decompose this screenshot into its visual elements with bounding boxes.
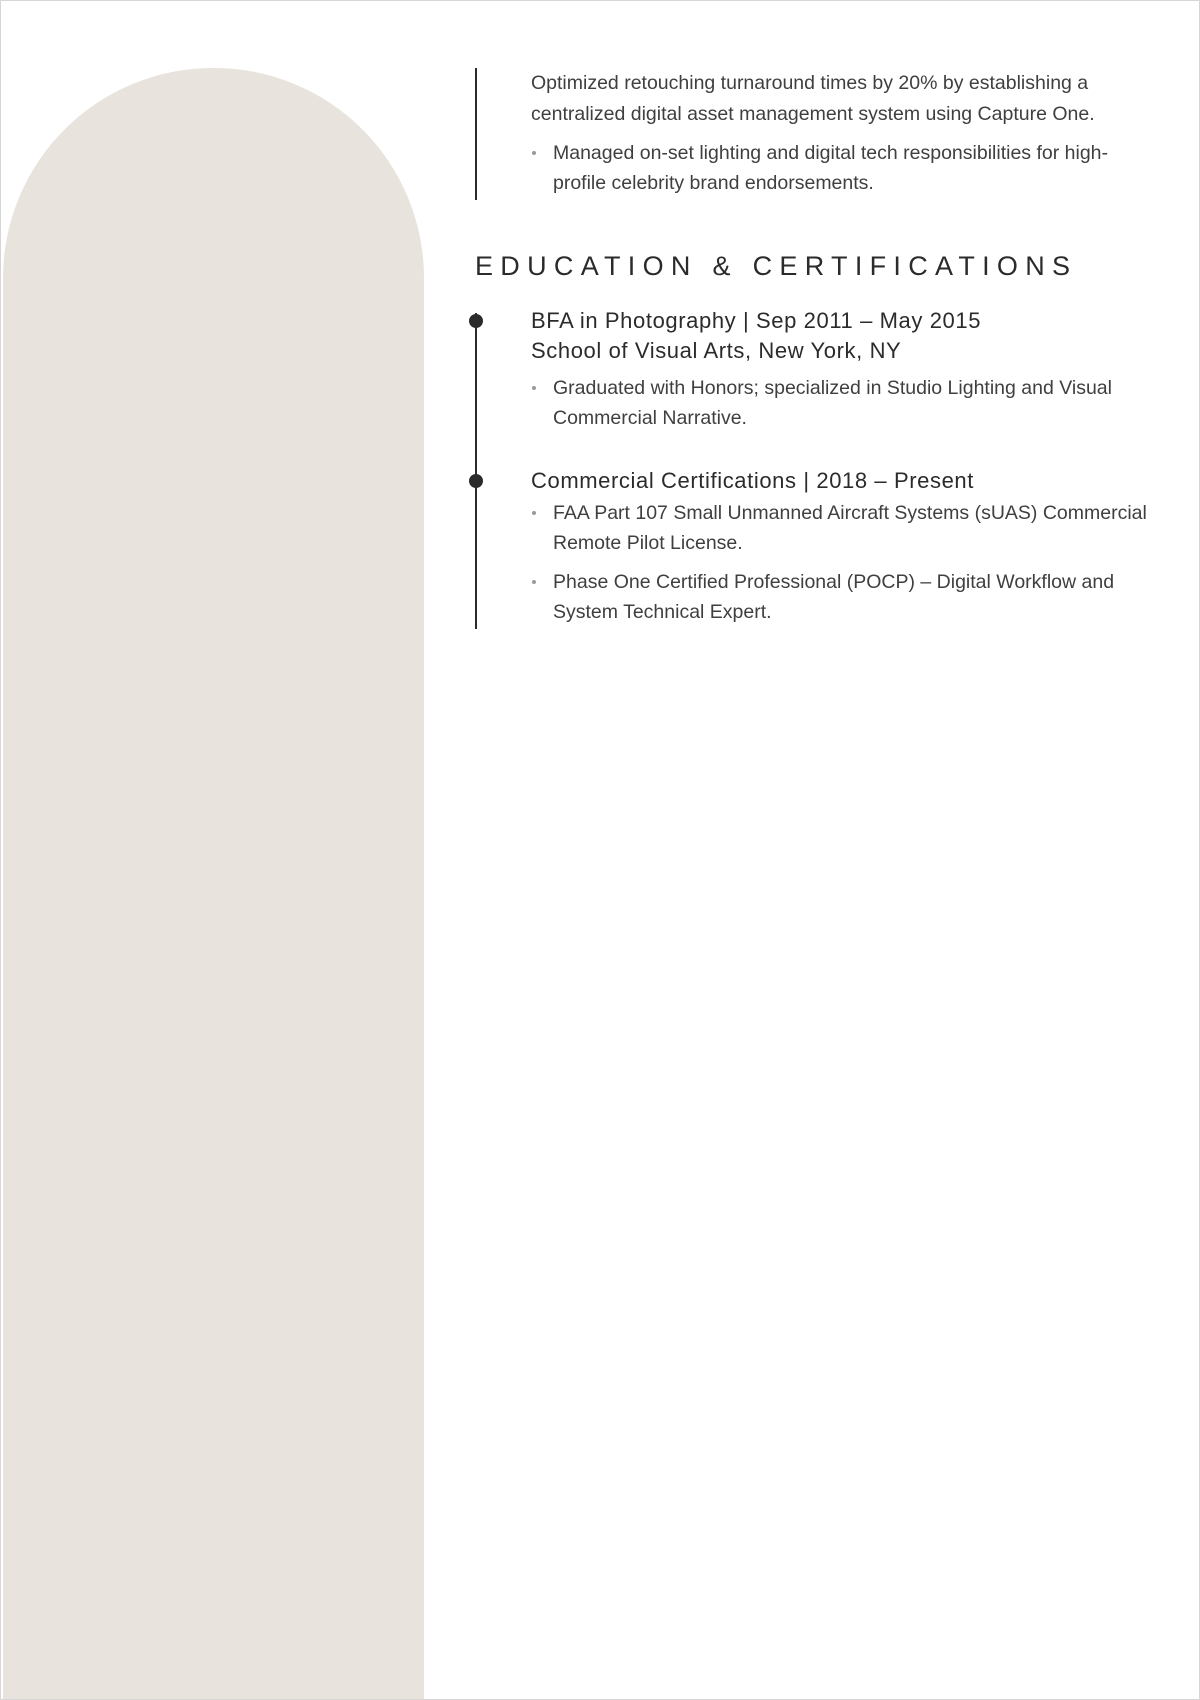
- section-title-education: EDUCATION & CERTIFICATIONS: [475, 251, 1078, 281]
- education-entry: [531, 306, 1151, 442]
- entry-heading: Commercial Certifications | 2018 – Present: [531, 468, 974, 493]
- entry-heading: BFA in Photography | Sep 2011 – May 2015: [531, 308, 982, 333]
- list-item: Phase One Certified Professional (POCP) – Digital Workflow and System Technical Expert.: [531, 567, 1151, 627]
- experience-paragraph: Optimized retouching turnaround times by 20% by establishing a centralized digital asset management system using Capture One.: [531, 72, 1095, 125]
- timeline-dot-icon: [469, 474, 483, 488]
- experience-entry: [531, 68, 1151, 207]
- decorative-arch-panel: [3, 68, 424, 1699]
- entry-bullet-list: [531, 498, 1151, 627]
- timeline-line: [475, 313, 477, 629]
- timeline-line: [475, 68, 477, 200]
- experience-bullet-list: [531, 138, 1151, 198]
- timeline-dot-icon: [469, 314, 483, 328]
- list-item: FAA Part 107 Small Unmanned Aircraft Systems (sUAS) Commercial Remote Pilot License.: [531, 498, 1151, 558]
- entry-subheading: School of Visual Arts, New York, NY: [531, 338, 902, 363]
- list-item: Managed on-set lighting and digital tech responsibilities for high-profile celebrity brand endorsements.: [531, 138, 1151, 198]
- certification-entry: [531, 466, 1151, 636]
- entry-bullet-list: [531, 373, 1151, 433]
- list-item: Graduated with Honors; specialized in Studio Lighting and Visual Commercial Narrative.: [531, 373, 1151, 433]
